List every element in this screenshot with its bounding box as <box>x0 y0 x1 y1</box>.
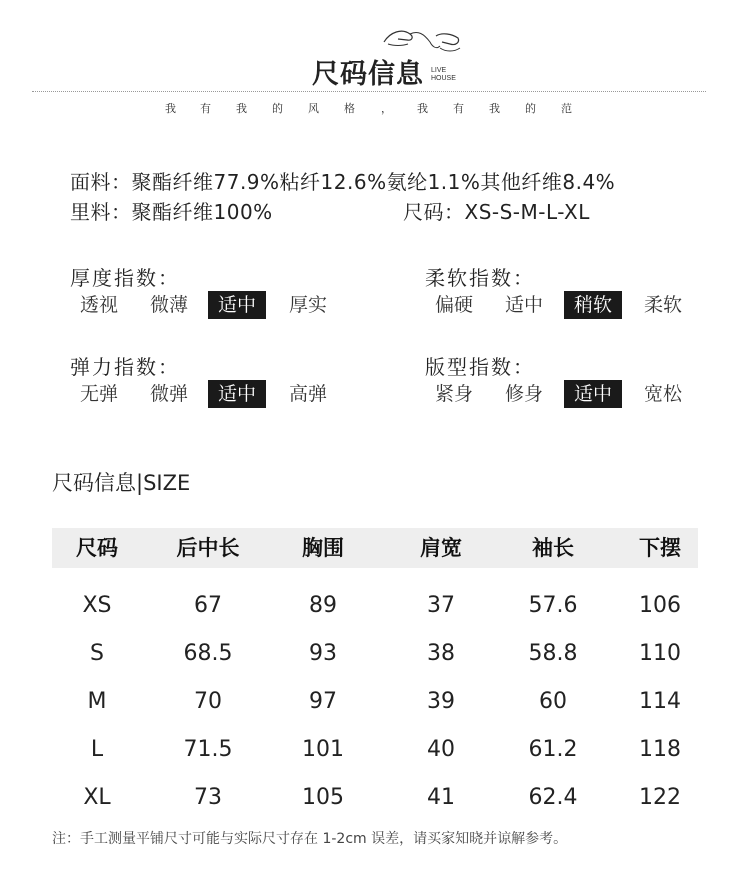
softness-option: 偏硬 <box>434 294 473 316</box>
fabric-face: 面料：聚酯纤维77.9%粘纤12.6%氨纶1.1%其他纤维8.4% <box>70 170 616 194</box>
elasticity-option: 无弹 <box>79 383 118 405</box>
column-header: 袖长 <box>532 536 574 560</box>
table-cell: 58.8 <box>528 641 578 666</box>
fit-option: 修身 <box>504 383 543 405</box>
table-cell: 39 <box>427 689 455 714</box>
table-cell: 38 <box>427 641 455 666</box>
table-cell: S <box>90 641 104 666</box>
measurement-note: 注：手工测量平铺尺寸可能与实际尺寸存在 1-2cm 误差，请买家知晓并谅解参考。 <box>52 831 568 847</box>
size-range: 尺码：XS-S-M-L-XL <box>403 200 590 224</box>
table-cell: 97 <box>309 689 337 714</box>
thickness-option-selected: 适中 <box>208 291 266 319</box>
elasticity-option: 微弹 <box>149 383 188 405</box>
table-cell: 114 <box>639 689 681 714</box>
size-section-title: 尺码信息|SIZE <box>52 471 191 495</box>
table-cell: 89 <box>309 593 337 618</box>
table-cell: M <box>87 689 107 714</box>
table-header <box>52 528 698 568</box>
column-header: 肩宽 <box>420 536 462 560</box>
table-cell: 40 <box>427 737 455 762</box>
fit-option: 宽松 <box>643 383 682 405</box>
fit-option-selected: 适中 <box>564 380 622 408</box>
table-cell: 101 <box>302 737 344 762</box>
table-cell: 122 <box>639 785 681 810</box>
table-cell: 60 <box>539 689 567 714</box>
softness-index-title: 柔软指数： <box>425 266 535 290</box>
elasticity-index-title: 弹力指数： <box>70 355 180 379</box>
table-cell: L <box>90 737 104 762</box>
dotted-divider <box>32 91 706 92</box>
fit-index-title: 版型指数： <box>425 355 535 379</box>
thickness-index-title: 厚度指数： <box>70 266 180 290</box>
table-cell: 70 <box>194 689 222 714</box>
table-cell: 73 <box>194 785 222 810</box>
table-cell: 41 <box>427 785 455 810</box>
table-cell: 57.6 <box>528 593 578 618</box>
table-cell: 68.5 <box>183 641 233 666</box>
column-header: 胸围 <box>302 536 344 560</box>
table-cell: 61.2 <box>528 737 578 762</box>
fit-option: 紧身 <box>434 383 473 405</box>
thickness-option: 微薄 <box>149 294 188 316</box>
elasticity-option: 高弹 <box>288 383 327 405</box>
softness-option: 柔软 <box>643 294 682 316</box>
softness-option-selected: 稍软 <box>564 291 622 319</box>
table-cell: 110 <box>639 641 681 666</box>
table-cell: 37 <box>427 593 455 618</box>
table-cell: XL <box>83 785 111 810</box>
column-header: 下摆 <box>639 536 681 560</box>
elasticity-option-selected: 适中 <box>208 380 266 408</box>
thickness-option: 厚实 <box>288 294 327 316</box>
brand-logo-text: LIVE HOUSE <box>431 67 456 82</box>
fabric-lining: 里料：聚酯纤维100% <box>70 200 273 224</box>
softness-option: 适中 <box>504 294 543 316</box>
table-cell: 105 <box>302 785 344 810</box>
table-cell: 106 <box>639 593 681 618</box>
table-cell: 93 <box>309 641 337 666</box>
slogan: 我 有 我 的 风 格 ， 我 有 我 的 范 <box>165 102 572 115</box>
table-cell: XS <box>82 593 112 618</box>
page-title: 尺码信息 <box>312 59 424 90</box>
column-header: 后中长 <box>176 536 240 560</box>
table-cell: 71.5 <box>183 737 233 762</box>
column-header: 尺码 <box>76 536 118 560</box>
table-cell: 118 <box>639 737 681 762</box>
table-cell: 62.4 <box>528 785 578 810</box>
thickness-option: 透视 <box>79 294 118 316</box>
table-cell: 67 <box>194 593 222 618</box>
